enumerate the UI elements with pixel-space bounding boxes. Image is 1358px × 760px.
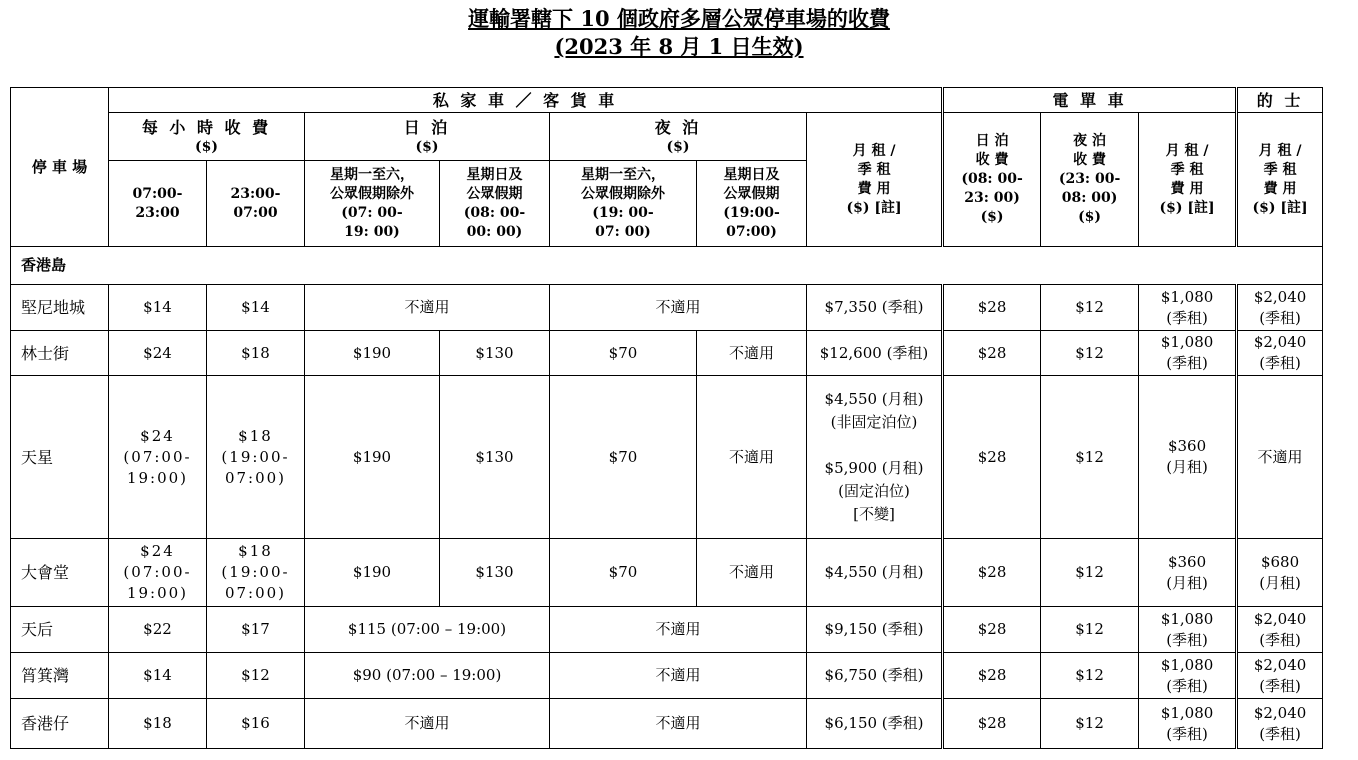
hourly-night-fee: $16: [207, 699, 305, 749]
day-park-weekday-fee: $190: [305, 376, 440, 539]
day-park-fee: 不適用: [305, 699, 550, 749]
header-hourly-label: 每 小 時 收 費: [141, 117, 272, 137]
header-hourly: [109, 113, 305, 161]
monthly-fee: $4,550 (月租) (非固定泊位) $5,900 (月租) (固定泊位) [不變]: [807, 376, 943, 539]
header-day-holiday: 星期日及 公眾假期 (08: 00- 00: 00): [440, 161, 550, 247]
header-night-park: [550, 113, 807, 161]
monthly-fee: $6,750 (季租): [807, 653, 943, 699]
hourly-day-fee: $14: [109, 653, 207, 699]
night-park-fee: 不適用: [550, 607, 807, 653]
taxi-monthly-fee: $2,040 (季租): [1237, 653, 1323, 699]
car-park-name: 筲箕灣: [11, 653, 109, 699]
hourly-day-fee: $14: [109, 285, 207, 331]
table-row: [11, 285, 1323, 331]
monthly-fee: $9,150 (季租): [807, 607, 943, 653]
header-hourly-day: 07:00- 23:00: [109, 161, 207, 247]
hourly-night-fee: $12: [207, 653, 305, 699]
day-park-fee: $115 (07:00 – 19:00): [305, 607, 550, 653]
hourly-night-fee: $18 (19:00- 07:00): [207, 376, 305, 539]
taxi-monthly-fee: 不適用: [1237, 376, 1323, 539]
monthly-fee: $6,150 (季租): [807, 699, 943, 749]
hourly-night-fee: $18: [207, 331, 305, 376]
taxi-monthly-fee: $2,040 (季租): [1237, 607, 1323, 653]
hourly-night-fee: $14: [207, 285, 305, 331]
table-row: [11, 699, 1323, 749]
header-private-car-group: 私 家 車 ／ 客 貨 車: [109, 88, 943, 113]
table-row: [11, 376, 1323, 539]
hourly-day-fee: $18: [109, 699, 207, 749]
header-night-holiday: 星期日及 公眾假期 (19:00- 07:00): [697, 161, 807, 247]
header-day-weekday: 星期一至六， 公眾假期除外 (07: 00- 19: 00): [305, 161, 440, 247]
header-mc-monthly: 月 租 / 季 租 費 用 ($) [註]: [1139, 113, 1237, 247]
night-park-weekday-fee: $70: [550, 539, 697, 607]
header-hourly-unit: ($): [195, 138, 218, 155]
hourly-day-fee: $24 (07:00- 19:00): [109, 539, 207, 607]
car-park-name: 堅尼地城: [11, 285, 109, 331]
day-park-fee: $90 (07:00 – 19:00): [305, 653, 550, 699]
mc-monthly-fee: $360 (月租): [1139, 376, 1237, 539]
header-car-park: 停 車 場: [11, 88, 109, 247]
day-park-holiday-fee: $130: [440, 331, 550, 376]
taxi-monthly-fee: $2,040 (季租): [1237, 699, 1323, 749]
mc-night-fee: $12: [1041, 285, 1139, 331]
mc-day-fee: $28: [943, 653, 1041, 699]
header-mc-day: 日 泊 收 費 (08: 00- 23: 00) ($): [943, 113, 1041, 247]
day-park-fee: 不適用: [305, 285, 550, 331]
mc-day-fee: $28: [943, 607, 1041, 653]
table-row: [11, 653, 1323, 699]
mc-day-fee: $28: [943, 376, 1041, 539]
taxi-monthly-fee: $2,040 (季租): [1237, 285, 1323, 331]
mc-day-fee: $28: [943, 539, 1041, 607]
table-row: [11, 539, 1323, 607]
header-monthly: 月 租 / 季 租 費 用 ($) [註]: [807, 113, 943, 247]
night-park-fee: 不適用: [550, 699, 807, 749]
mc-night-fee: $12: [1041, 607, 1139, 653]
header-night-park-unit: ($): [666, 138, 690, 155]
day-park-holiday-fee: $130: [440, 376, 550, 539]
taxi-monthly-fee: $680 (月租): [1237, 539, 1323, 607]
day-park-holiday-fee: $130: [440, 539, 550, 607]
day-park-weekday-fee: $190: [305, 331, 440, 376]
hourly-night-fee: $18 (19:00- 07:00): [207, 539, 305, 607]
mc-monthly-fee: $1,080 (季租): [1139, 653, 1237, 699]
mc-monthly-fee: $1,080 (季租): [1139, 285, 1237, 331]
night-park-holiday-fee: 不適用: [697, 331, 807, 376]
hourly-day-fee: $22: [109, 607, 207, 653]
header-taxi-group: 的 士: [1237, 88, 1323, 113]
car-park-name: 林士街: [11, 331, 109, 376]
effective-date: (2023 年 8 月 1 日生效): [554, 34, 804, 59]
header-day-park: [305, 113, 550, 161]
document-title: 運輸署轄下 10 個政府多層公眾停車場的收費: [468, 6, 890, 31]
mc-night-fee: $12: [1041, 653, 1139, 699]
car-park-name: 大會堂: [11, 539, 109, 607]
region-label: 香港島: [11, 247, 1323, 285]
car-park-name: 香港仔: [11, 699, 109, 749]
header-hourly-night: 23:00- 07:00: [207, 161, 305, 247]
night-park-holiday-fee: 不適用: [697, 376, 807, 539]
night-park-fee: 不適用: [550, 653, 807, 699]
mc-monthly-fee: $360 (月租): [1139, 539, 1237, 607]
hourly-night-fee: $17: [207, 607, 305, 653]
header-motorcycle-group: 電 單 車: [943, 88, 1237, 113]
mc-day-fee: $28: [943, 285, 1041, 331]
header-night-park-label: 夜 泊: [654, 117, 702, 137]
mc-day-fee: $28: [943, 699, 1041, 749]
day-park-weekday-fee: $190: [305, 539, 440, 607]
hourly-day-fee: $24: [109, 331, 207, 376]
car-park-name: 天后: [11, 607, 109, 653]
night-park-weekday-fee: $70: [550, 376, 697, 539]
mc-monthly-fee: $1,080 (季租): [1139, 331, 1237, 376]
car-park-name: 天星: [11, 376, 109, 539]
monthly-fee: $12,600 (季租): [807, 331, 943, 376]
mc-day-fee: $28: [943, 331, 1041, 376]
header-mc-night: 夜 泊 收 費 (23: 00- 08: 00) ($): [1041, 113, 1139, 247]
parking-fee-table: [10, 87, 1323, 749]
night-park-holiday-fee: 不適用: [697, 539, 807, 607]
mc-night-fee: $12: [1041, 539, 1139, 607]
mc-monthly-fee: $1,080 (季租): [1139, 699, 1237, 749]
header-day-park-label: 日 泊: [403, 117, 451, 137]
mc-night-fee: $12: [1041, 376, 1139, 539]
taxi-monthly-fee: $2,040 (季租): [1237, 331, 1323, 376]
header-day-park-unit: ($): [415, 138, 439, 155]
mc-night-fee: $12: [1041, 699, 1139, 749]
mc-monthly-fee: $1,080 (季租): [1139, 607, 1237, 653]
monthly-fee: $7,350 (季租): [807, 285, 943, 331]
night-park-weekday-fee: $70: [550, 331, 697, 376]
hourly-day-fee: $24 (07:00- 19:00): [109, 376, 207, 539]
table-row: [11, 331, 1323, 376]
night-park-fee: 不適用: [550, 285, 807, 331]
header-night-weekday: 星期一至六， 公眾假期除外 (19: 00- 07: 00): [550, 161, 697, 247]
header-taxi-monthly: 月 租 / 季 租 費 用 ($) [註]: [1237, 113, 1323, 247]
mc-night-fee: $12: [1041, 331, 1139, 376]
table-row: [11, 607, 1323, 653]
monthly-fee: $4,550 (月租): [807, 539, 943, 607]
